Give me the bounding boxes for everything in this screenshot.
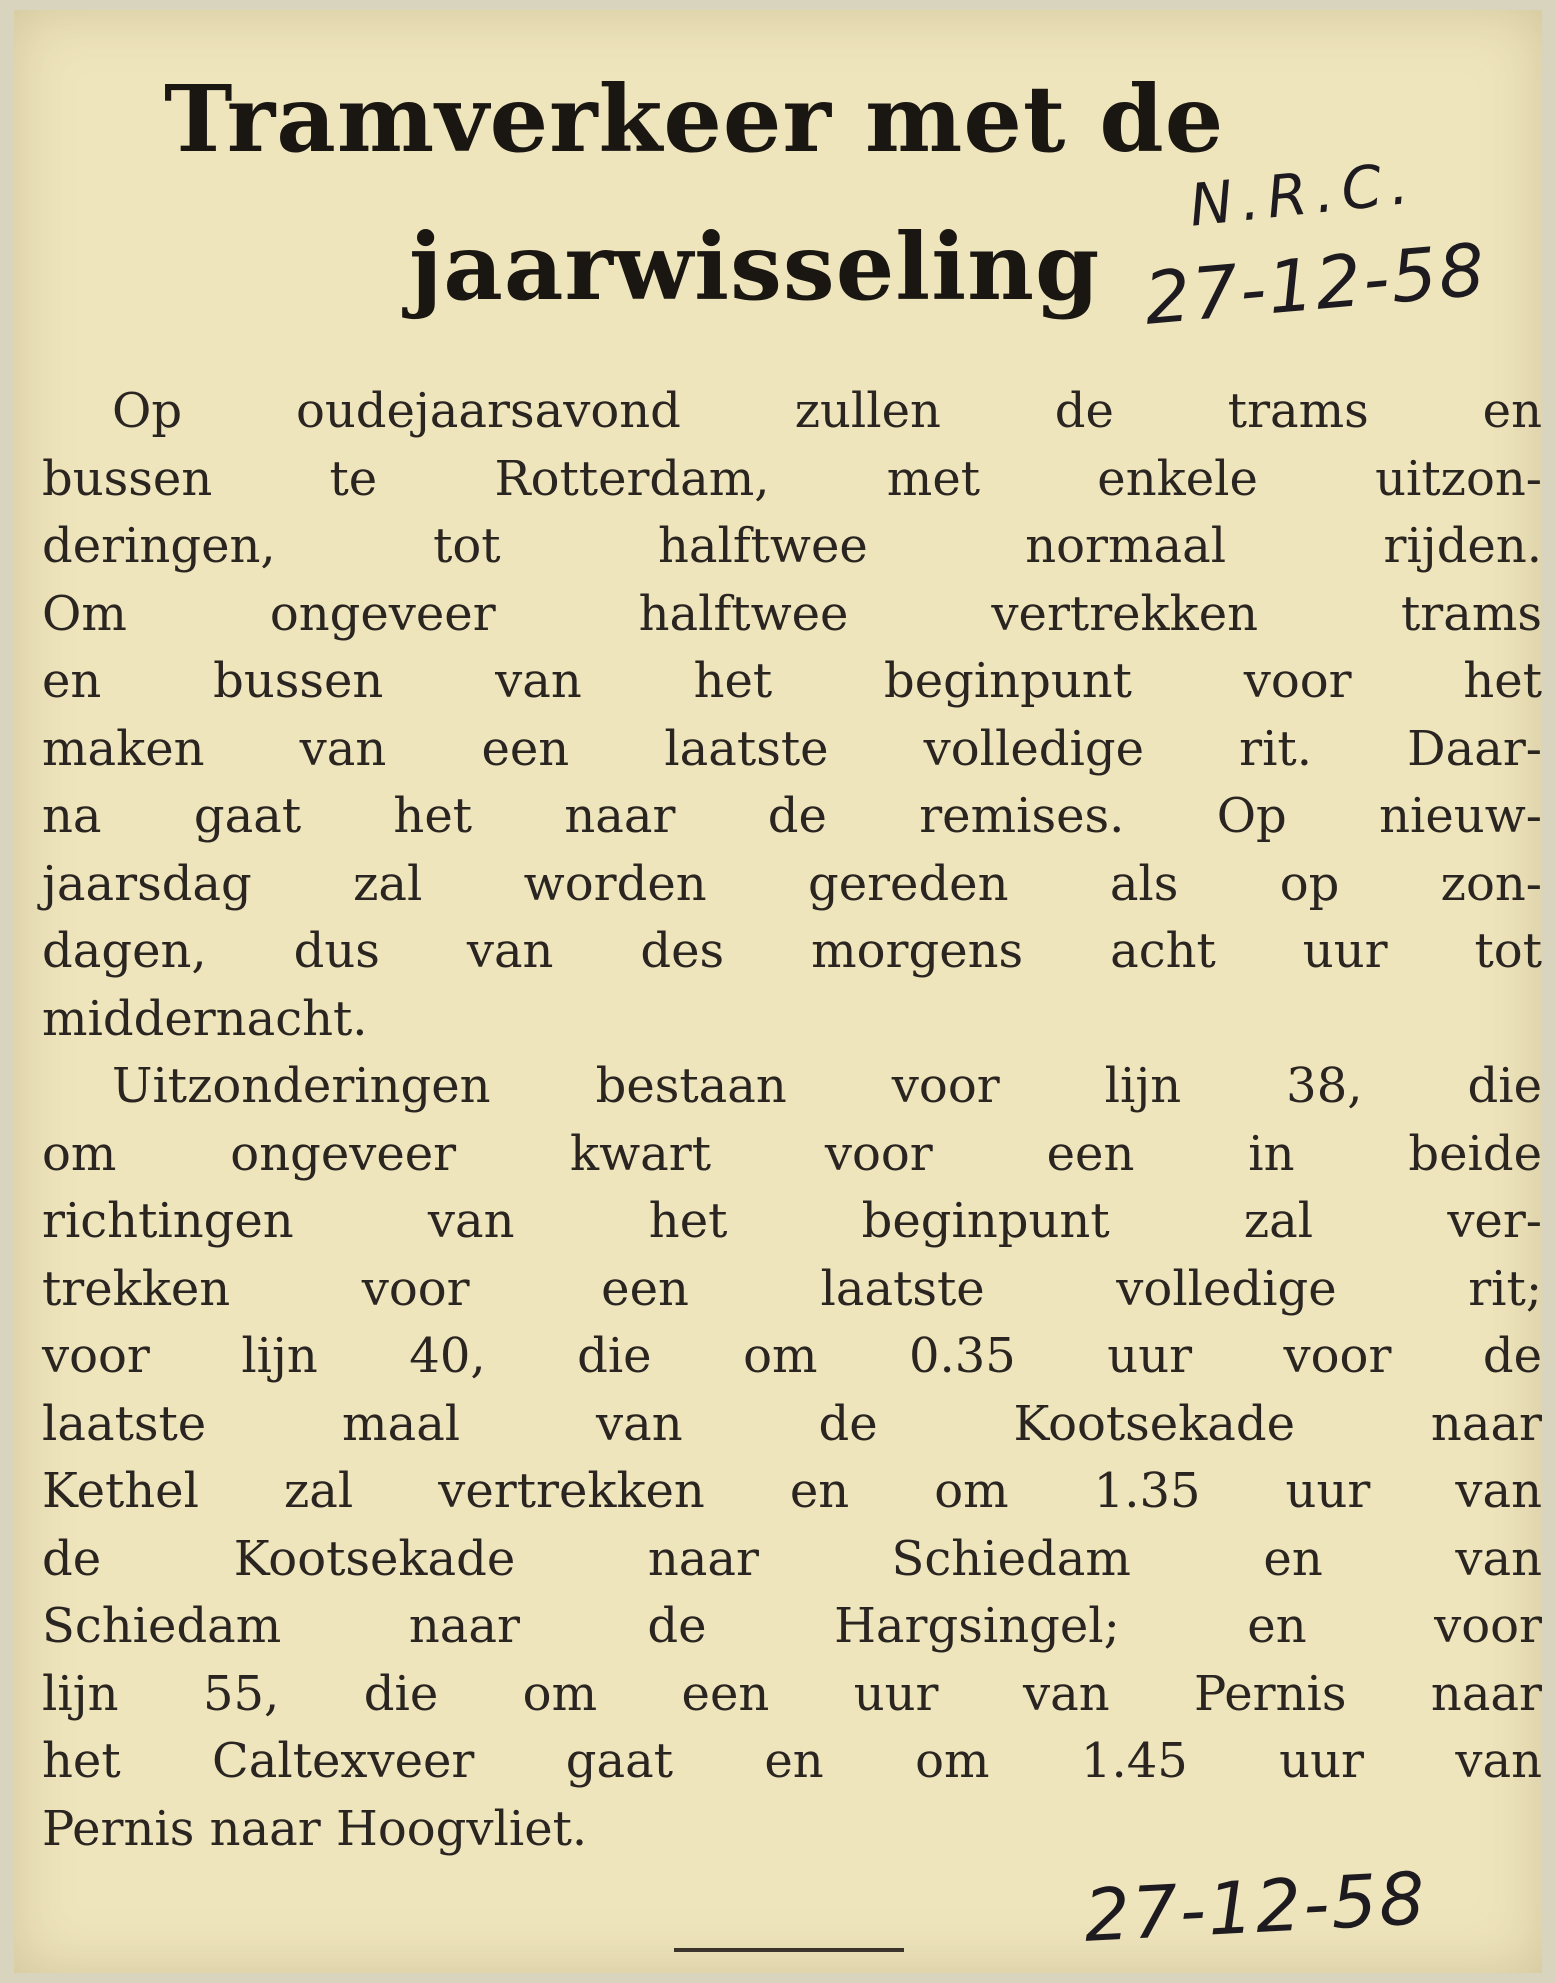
body-line: Pernis naar Hoogvliet. (42, 1800, 588, 1857)
body-line: middernacht. (42, 990, 368, 1047)
body-line: om ongeveer kwart voor een in beide (42, 1125, 1542, 1182)
handwritten-date-top: 27-12-58 (1140, 227, 1490, 341)
body-line: de Kootsekade naar Schiedam en van (42, 1530, 1542, 1587)
handwritten-date-bottom: 27-12-58 (1082, 1856, 1429, 1958)
body-line: bussen te Rotterdam, met enkele uitzon- (42, 450, 1542, 507)
body-line: Schiedam naar de Hargsingel; en voor (42, 1598, 1542, 1654)
body-line: Uitzonderingen bestaan voor lijn 38, die (112, 1058, 1542, 1114)
body-line: dagen, dus van des morgens acht uur tot (42, 923, 1542, 979)
body-line: Kethel zal vertrekken en om 1.35 uur van (42, 1463, 1542, 1519)
body-line: richtingen van het beginpunt zal ver- (42, 1193, 1542, 1249)
handwritten-source-note: N.R.C. (1186, 148, 1420, 240)
body-line: trekken voor een laatste volledige rit; (42, 1260, 1542, 1317)
body-line: lijn 55, die om een uur van Pernis naar (42, 1665, 1542, 1722)
body-line: deringen, tot halftwee normaal rijden. (42, 518, 1542, 574)
headline-line-2: jaarwisseling (409, 213, 1101, 321)
body-line: voor lijn 40, die om 0.35 uur voor de (42, 1328, 1542, 1384)
body-line: en bussen van het beginpunt voor het (42, 653, 1542, 709)
body-line: Om ongeveer halftwee vertrekken trams (42, 585, 1542, 642)
headline-line-1: Tramverkeer met de (164, 65, 1225, 173)
body-line: jaarsdag zal worden gereden als op zon- (42, 855, 1542, 912)
body-line: Op oudejaarsavond zullen de trams en (112, 383, 1542, 439)
body-line: laatste maal van de Kootsekade naar (42, 1395, 1542, 1452)
body-line: het Caltexveer gaat en om 1.45 uur van (42, 1733, 1542, 1789)
body-line: maken van een laatste volledige rit. Daar- (42, 720, 1542, 777)
article-body (42, 378, 1542, 1863)
body-line: na gaat het naar de remises. Op nieuw- (42, 788, 1542, 844)
newspaper-clipping (14, 10, 1542, 1973)
end-rule (674, 1948, 904, 1952)
headline (164, 45, 1264, 341)
